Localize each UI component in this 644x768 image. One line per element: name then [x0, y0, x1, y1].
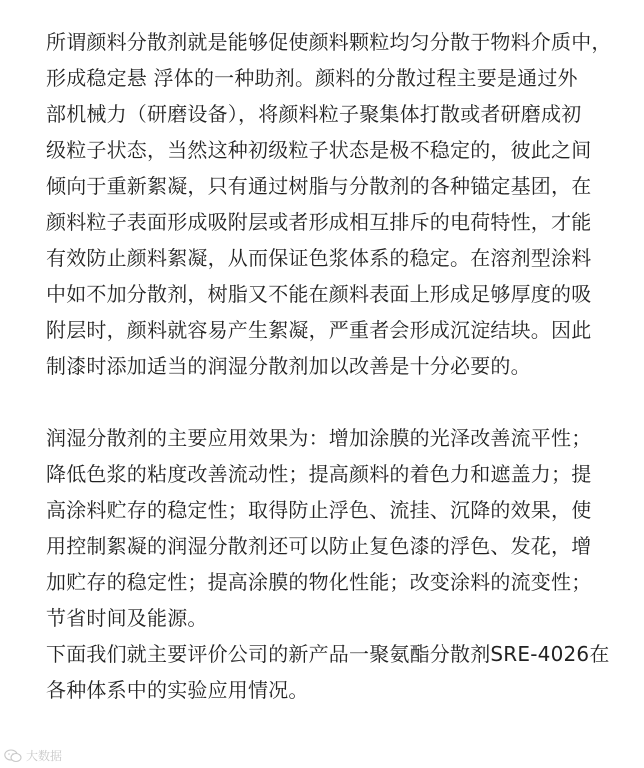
- paragraph-effects: [46, 420, 612, 636]
- paragraph-intro: [46, 24, 612, 384]
- text-line: 部机械力（研磨设备），将颜料粒子聚集体打散或者研磨成初: [46, 102, 582, 126]
- text-line: 中如不加分散剂，树脂又不能在颜料表面上形成足够厚度的吸: [46, 282, 592, 306]
- text-line: 润湿分散剂的主要应用效果为：增加涂膜的光泽改善流平性；: [46, 426, 592, 450]
- text-line: 高涂料贮存的稳定性；取得防止浮色、流挂、沉降的效果，使: [46, 498, 592, 522]
- text-line: 级粒子状态，当然这种初级粒子状态是极不稳定的，彼此之间: [46, 138, 592, 162]
- text-line: 各种体系中的实验应用情况。: [46, 678, 309, 702]
- text-line: 加贮存的稳定性；提高涂膜的物化性能；改变涂料的流变性；: [46, 570, 592, 594]
- text-line: 下面我们就主要评价公司的新产品一聚氨酯分散剂SRE-4026在: [46, 642, 610, 666]
- watermark-text: 大数据: [26, 749, 63, 763]
- paragraph-spacer: [46, 384, 612, 420]
- text-line: 倾向于重新絮凝，只有通过树脂与分散剂的各种锚定基团，在: [46, 174, 592, 198]
- text-line: 形成稳定悬 浮体的一种助剂。颜料的分散过程主要是通过外: [46, 66, 578, 90]
- text-line: 降低色浆的粘度改善流动性；提高颜料的着色力和遮盖力；提: [46, 462, 592, 486]
- text-line: 制漆时添加适当的润湿分散剂加以改善是十分必要的。: [46, 354, 531, 378]
- text-line: 有效防止颜料絮凝，从而保证色浆体系的稳定。在溶剂型涂料: [46, 246, 592, 270]
- text-line: 所谓颜料分散剂就是能够促使颜料颗粒均匀分散于物料介质中，: [46, 30, 612, 54]
- text-line: 颜料粒子表面形成吸附层或者形成相互排斥的电荷特性，才能: [46, 210, 592, 234]
- watermark: [4, 747, 62, 764]
- paragraph-product: [46, 636, 612, 708]
- text-line: 用控制絮凝的润湿分散剂还可以防止复色漆的浮色、发花，增: [46, 534, 592, 558]
- text-line: 附层时，颜料就容易产生絮凝，严重者会形成沉淀结块。因此: [46, 318, 592, 342]
- wechat-logo-icon: [4, 749, 22, 763]
- text-line: 节省时间及能源。: [46, 606, 208, 630]
- article-body: [46, 24, 612, 708]
